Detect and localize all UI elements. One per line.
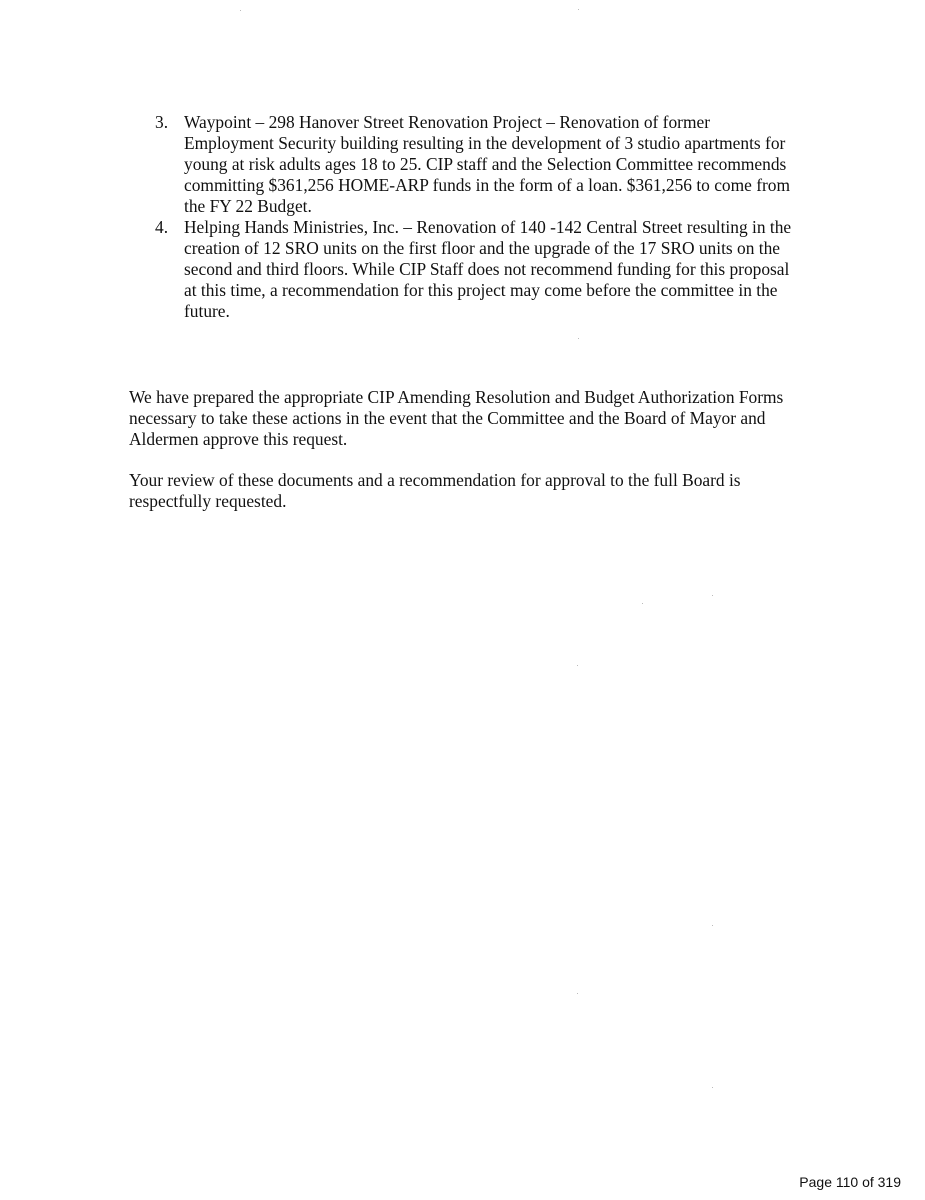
numbered-list: [155, 112, 795, 322]
scan-speck: [712, 1087, 713, 1088]
list-item: [155, 112, 795, 217]
scan-speck: [578, 9, 579, 10]
list-item-text: Waypoint – 298 Hanover Street Renovation Project – Renovation of former Employment Security building resulting in the development of 3 studio apartments for young at risk adults ages 18 to 25. CIP staff and the Selection Committee recommends committing $361,256 HOME-ARP funds in the form of a loan. $361,256 to come from the FY 22 Budget.: [184, 112, 791, 216]
list-item-number: 3.: [155, 112, 169, 132]
scan-speck: [577, 665, 578, 666]
scan-speck: [240, 10, 241, 11]
scan-speck: [577, 993, 578, 994]
scan-speck: [642, 603, 643, 604]
list-item: [155, 217, 795, 322]
scan-speck: [712, 595, 713, 596]
scan-speck: [578, 338, 579, 339]
body-paragraph-resolution: We have prepared the appropriate CIP Amending Resolution and Budget Authorization Forms necessary to take these actions in the event that the Committee and the Board of Mayor and Aldermen approve this request.: [129, 387, 784, 449]
list-item-text: Helping Hands Ministries, Inc. – Renovation of 140 -142 Central Street resulting in the creation of 12 SRO units on the first floor and the upgrade of the 17 SRO units on the second and third floors. While CIP Staff does not recommend funding for this proposal at this time, a recommendation for this project may come before the committee in the future.: [184, 217, 792, 321]
list-item-number: 4.: [155, 217, 169, 237]
scan-speck: [712, 925, 713, 926]
page-number: Page 110 of 319: [799, 1174, 901, 1190]
body-paragraph-request: Your review of these documents and a recommendation for approval to the full Board is respectfully requested.: [129, 470, 741, 511]
